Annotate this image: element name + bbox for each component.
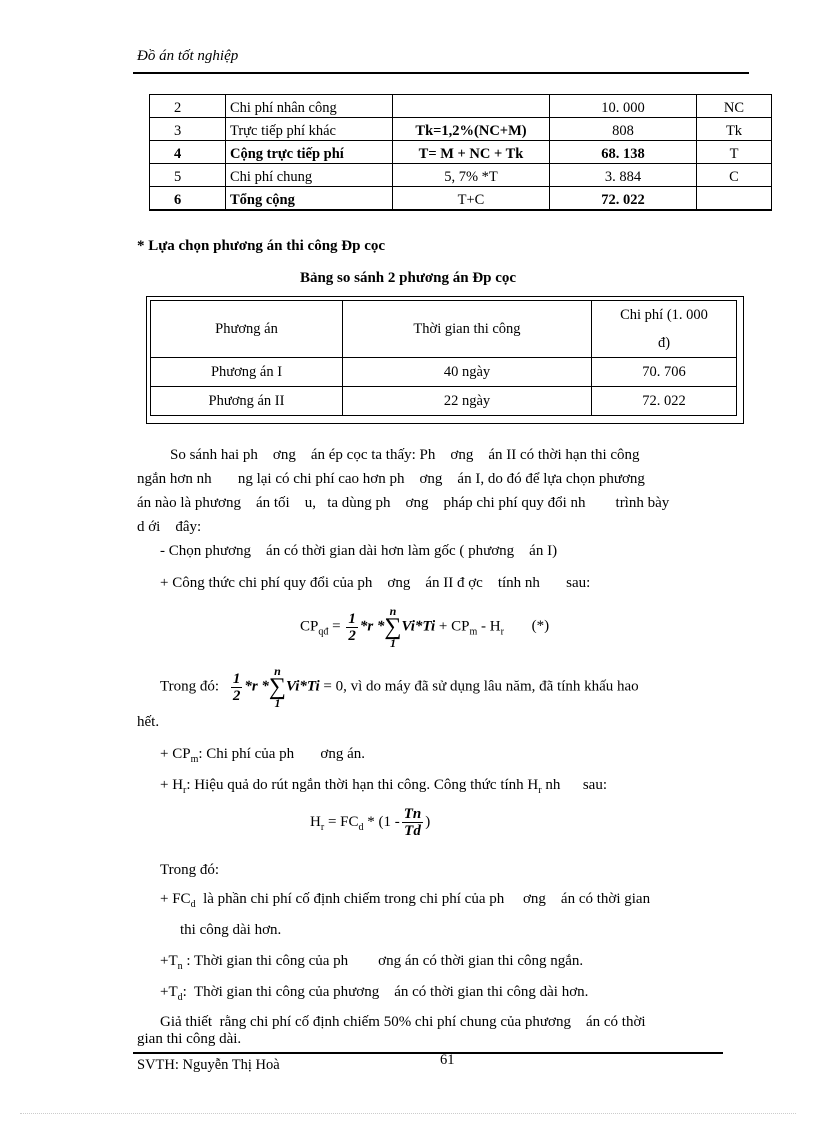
frac-den: Td: [404, 823, 421, 839]
page-edge: [20, 1113, 796, 1114]
def-text: +T: [160, 953, 178, 969]
table-cell: 72. 022: [550, 187, 697, 211]
table-row: [151, 358, 737, 387]
paragraph-line: thi công dài hơn.: [180, 922, 282, 938]
table-cell: Trực tiếp phí khác: [226, 118, 393, 141]
table-row: [150, 118, 772, 141]
sigma-glyph: ∑: [384, 614, 402, 640]
formula-text: Vi*Ti: [286, 678, 320, 695]
table-cell: Cộng trực tiếp phí: [226, 141, 393, 164]
paragraph-line: hết.: [137, 714, 160, 730]
table-cell: T= M + NC + Tk: [393, 141, 550, 164]
compare-table-frame: [146, 296, 744, 424]
table-cell: 68. 138: [550, 141, 697, 164]
table-cell: T+C: [393, 187, 550, 211]
definition-fcd: [160, 887, 650, 917]
formula-text: CP: [300, 618, 319, 635]
paragraph-line: So sánh hai ph ơng án ép cọc ta thấy: Ph ơng án II có thời hạn thi công: [170, 447, 640, 463]
paragraph-line: d ới đây:: [137, 519, 202, 535]
table-cell: 5: [150, 164, 226, 187]
table-row: [150, 187, 772, 211]
table-cell: Chi phí chung: [226, 164, 393, 187]
table-cell: C: [697, 164, 772, 187]
paragraph-line: án nào là phương án tối u, ta dùng ph ơng pháp chi phí quy đổi nh trình bày: [137, 495, 670, 511]
formula-text: Trong đó:: [160, 678, 220, 695]
def-text: +T: [160, 984, 178, 1000]
def-text: + FC: [160, 891, 191, 907]
formula-text: H: [310, 813, 321, 830]
table-cell: 40 ngày: [343, 358, 592, 387]
table-cell: T: [697, 141, 772, 164]
formula-text: Vi*Ti: [401, 618, 436, 635]
sigma-top: n: [274, 664, 281, 678]
def-text: : Thời gian thi công của ph ơng án có thời gian thi công ngắn.: [182, 953, 584, 969]
formula-tag: (*): [531, 618, 550, 635]
bullet-line: + Công thức chi phí quy đổi của ph ơng án II đ ợc tính nh sau:: [160, 575, 591, 591]
table-cell: 22 ngày: [343, 387, 592, 416]
header-cost-line1: Chi phí (1. 000: [620, 307, 708, 323]
sigma-symbol: [384, 606, 401, 648]
fraction-half: [231, 671, 243, 704]
table-cell: 70. 706: [592, 358, 737, 387]
table-cell: 808: [550, 118, 697, 141]
table-cell: NC: [697, 95, 772, 118]
definition-tn: [160, 949, 583, 979]
header-cost: [592, 301, 737, 358]
def-text: : Thời gian thi công của phương án có thời gian thi công dài hơn.: [182, 984, 589, 1000]
header-cost-line2: đ): [657, 335, 671, 351]
definition-td: [160, 980, 588, 1010]
table-cell: 3. 884: [550, 164, 697, 187]
formula-cp-qd: $CP_{qđ}$ = $\frac{1}{2}$ *r *n ∑ $1Vi*Ti + CP_m - H_r$ (*): [300, 604, 550, 650]
formula-text: + CP: [438, 618, 470, 635]
formula-sub: m: [469, 626, 478, 638]
formula-hr: [310, 806, 430, 839]
frac-num: 1: [232, 670, 241, 687]
header-time: Thời gian thi công: [343, 301, 592, 358]
table-cell: [697, 187, 772, 211]
table-cell: Phương án II: [151, 387, 343, 416]
table-cell: Phương án I: [151, 358, 343, 387]
table-cell: 5, 7% *T: [393, 164, 550, 187]
paragraph-line: gian thi công dài.: [137, 1031, 242, 1047]
sigma-glyph: ∑: [268, 674, 287, 700]
table-cell: Tk: [697, 118, 772, 141]
table-cell: Tổng cộng: [226, 187, 393, 211]
formula-text: ): [425, 813, 431, 830]
def-sub: r: [538, 785, 542, 796]
table-header-row: [151, 301, 737, 358]
header-option: Phương án: [151, 301, 343, 358]
table-cell: 4: [150, 141, 226, 164]
table-cell: Tk=1,2%(NC+M): [393, 118, 550, 141]
def-sub: d: [177, 992, 183, 1003]
document-header-title: Đồ án tốt nghiệp: [137, 48, 239, 64]
cost-table: [149, 94, 772, 211]
formula-sub: r: [320, 821, 325, 833]
section-heading: * Lựa chọn phương án thi công Ðp cọc: [137, 238, 386, 254]
formula-text: = FC: [327, 813, 359, 830]
paragraph-line: ngắn hơn nh ng lại có chi phí cao hơn ph ơng án I, do đó để lựa chọn phương: [137, 471, 645, 487]
def-text: : Chi phí của ph ơng án.: [198, 746, 366, 762]
frac-den: 2: [348, 627, 356, 644]
def-text: + CP: [160, 746, 191, 762]
sigma-symbol: [269, 666, 286, 708]
formula-sub: qđ: [318, 626, 329, 638]
sigma-bottom: 1: [389, 636, 396, 650]
formula-sub: d: [358, 821, 364, 833]
def-sub: m: [190, 754, 199, 765]
formula-sub: r: [500, 626, 504, 638]
def-text: nh sau:: [541, 777, 608, 793]
table-cell: 6: [150, 187, 226, 211]
definition-cpm: [160, 742, 365, 772]
def-text: là phần chi phí cố định chiếm trong chi phí của ph ơng án có thời gian: [195, 891, 651, 907]
whereas-line: [160, 666, 639, 708]
frac-den: 2: [232, 687, 241, 704]
compare-table-caption: Bảng so sánh 2 phương án Ðp cọc: [299, 270, 517, 286]
paragraph-line: Giả thiết rằng chi phí cố định chiếm 50% chi phí chung của phương án có thời: [160, 1014, 646, 1030]
fraction-tn-td: [402, 806, 424, 839]
def-sub: r: [183, 785, 187, 796]
table-cell: 2: [150, 95, 226, 118]
sigma-bottom: 1: [274, 696, 281, 710]
table-cell: [393, 95, 550, 118]
footer-author: SVTH: Nguyễn Thị Hoà: [137, 1057, 280, 1073]
frac-num: Tn: [403, 806, 422, 822]
table-cell: 3: [150, 118, 226, 141]
compare-table: [150, 300, 737, 416]
formula-text: * (1 -: [367, 813, 400, 830]
footer-divider: [133, 1052, 723, 1054]
table-row: [151, 387, 737, 416]
def-sub: n: [177, 961, 183, 972]
header-divider: [133, 72, 749, 74]
table-cell: 72. 022: [592, 387, 737, 416]
def-text: : Hiệu quả do rút ngắn thời hạn thi công. Công thức tính H: [186, 777, 539, 793]
table-row: [150, 95, 772, 118]
sigma-top: n: [389, 604, 397, 618]
table-row: [150, 164, 772, 187]
bullet-line: - Chọn phương án có thời gian dài hơn làm gốc ( phương án I): [160, 543, 558, 559]
def-sub: d: [190, 899, 196, 910]
page-number: 61: [440, 1052, 455, 1068]
formula-text: *r *: [244, 678, 269, 695]
formula-text: - H: [481, 618, 501, 635]
formula-text: *r *: [359, 618, 385, 635]
table-cell: 10. 000: [550, 95, 697, 118]
paragraph-line: Trong đó:: [160, 862, 220, 878]
table-row: [150, 141, 772, 164]
def-text: + H: [160, 777, 184, 793]
formula-text: = 0, vì do máy đã sử dụng lâu năm, đã tính khấu hao: [323, 678, 639, 695]
frac-num: 1: [348, 610, 356, 627]
definition-hr: [160, 773, 607, 803]
table-cell: Chi phí nhân công: [226, 95, 393, 118]
fraction-half: [346, 611, 358, 644]
